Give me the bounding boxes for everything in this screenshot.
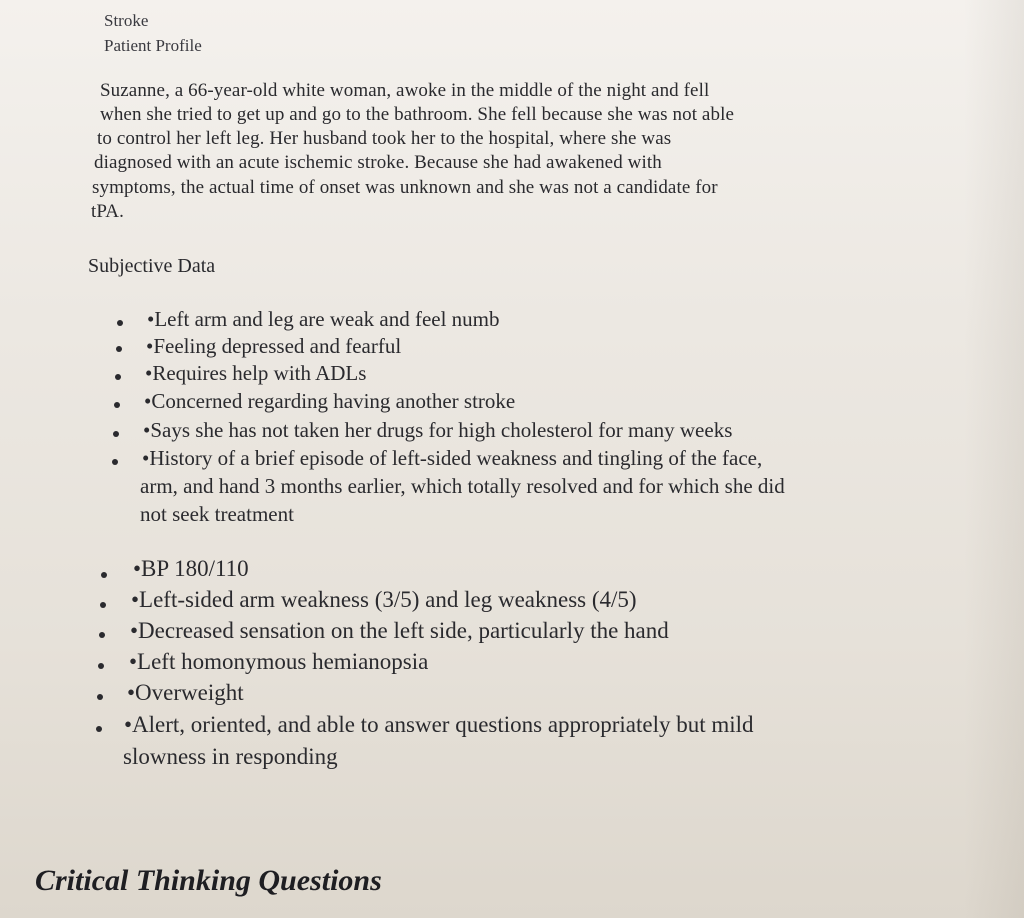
list-item-text: •Alert, oriented, and able to answer questions appropriately but mild bbox=[124, 712, 754, 737]
list-item-text: •Decreased sensation on the left side, particularly the hand bbox=[130, 618, 669, 643]
questions-heading: Critical Thinking Questions bbox=[35, 864, 382, 897]
list-item-text: •Says she has not taken her drugs for high cholesterol for many weeks bbox=[143, 418, 733, 442]
list-item-continuation: not seek treatment bbox=[140, 502, 294, 526]
document-title: Stroke bbox=[104, 11, 149, 30]
intro-line: symptoms, the actual time of onset was unknown and she was not a candidate for bbox=[92, 177, 718, 198]
list-item-text: •History of a brief episode of left-sided weakness and tingling of the face, bbox=[142, 446, 763, 470]
bullet-icon bbox=[113, 431, 119, 437]
bullet-icon bbox=[112, 459, 118, 465]
intro-line: Suzanne, a 66-year-old white woman, awoke in the middle of the night and fell bbox=[100, 80, 710, 101]
intro-line: to control her left leg. Her husband took her to the hospital, where she was bbox=[97, 128, 672, 149]
bullet-icon bbox=[116, 346, 122, 352]
bullet-icon bbox=[99, 632, 105, 638]
bullet-icon bbox=[96, 726, 102, 732]
list-item-text: •Left-sided arm weakness (3/5) and leg weakness (4/5) bbox=[131, 587, 637, 612]
intro-line: when she tried to get up and go to the bathroom. She fell because she was not able bbox=[100, 104, 734, 125]
bullet-icon bbox=[100, 602, 106, 608]
bullet-icon bbox=[115, 374, 121, 380]
list-item-continuation: slowness in responding bbox=[123, 744, 338, 769]
list-item-text: •Left arm and leg are weak and feel numb bbox=[147, 307, 500, 331]
list-item-text: •Overweight bbox=[127, 680, 244, 705]
intro-line: diagnosed with an acute ischemic stroke. Because she had awakened with bbox=[94, 152, 662, 173]
document-subtitle: Patient Profile bbox=[104, 36, 202, 55]
list-item-text: •Requires help with ADLs bbox=[145, 361, 367, 385]
subjective-heading: Subjective Data bbox=[88, 255, 216, 277]
bullet-icon bbox=[117, 320, 123, 326]
list-item-text: •Feeling depressed and fearful bbox=[146, 334, 402, 358]
bullet-icon bbox=[101, 572, 107, 578]
bullet-icon bbox=[97, 694, 103, 700]
list-item-text: •Concerned regarding having another stroke bbox=[144, 389, 516, 413]
bullet-icon bbox=[98, 663, 104, 669]
intro-line: tPA. bbox=[91, 201, 124, 222]
list-item-text: •Left homonymous hemianopsia bbox=[129, 649, 429, 674]
bullet-icon bbox=[114, 402, 120, 408]
list-item-text: •BP 180/110 bbox=[133, 556, 249, 581]
list-item-continuation: arm, and hand 3 months earlier, which totally resolved and for which she did bbox=[140, 474, 785, 498]
